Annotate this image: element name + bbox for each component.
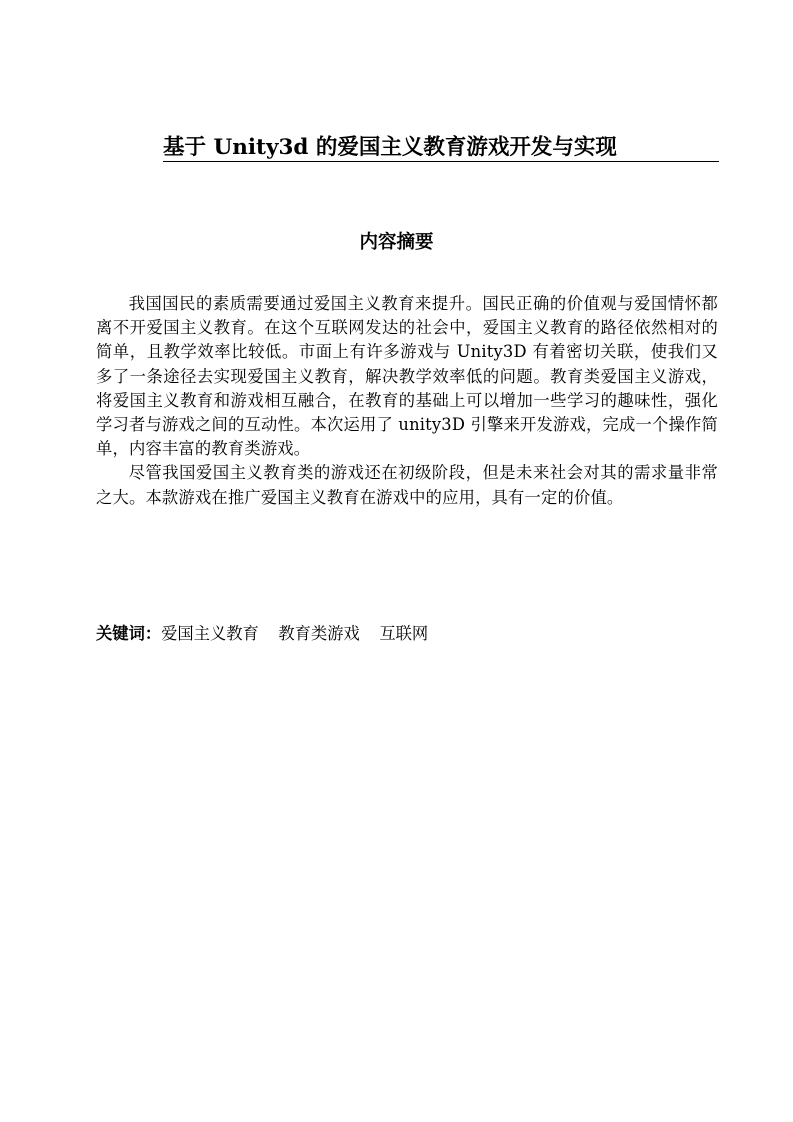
keyword-item: 爱国主义教育: [161, 624, 259, 643]
abstract-paragraph-2: 尽管我国爱国主义教育类的游戏还在初级阶段，但是未来社会对其的需求量非常之大。本款游戏在推广爱国主义教育在游戏中的应用，具有一定的价值。: [96, 463, 718, 507]
document-title: 基于 Unity3d 的爱国主义教育游戏开发与实现: [163, 135, 617, 160]
title-underline: [163, 161, 719, 162]
abstract-body: [96, 292, 718, 510]
keyword-item: 教育类游戏: [278, 624, 360, 643]
keywords-line: [96, 622, 718, 646]
abstract-paragraph-1: 我国国民的素质需要通过爱国主义教育来提升。国民正确的价值观与爱国情怀都离不开爱国主义教育。在这个互联网发达的社会中，爱国主义教育的路径依然相对的简单，且教学效率比较低。市面上有许多游戏与 Unity3D 有着密切关联，使我们又多了一条途径去实现爱国主义教育，解决教学效率低的问题。教育类爱国主义游戏，将爱国主义教育和游戏相互融合，在教育的基础上可以增加一些学习的趣味性，强化学习者与游戏之间的互动性。本次运用了 unity3D 引擎来开发游戏，完成一个操作简单，内容丰富的教育类游戏。: [96, 294, 718, 459]
abstract-heading: 内容摘要: [359, 232, 434, 253]
title-block: [163, 134, 719, 166]
keyword-item: 互联网: [379, 624, 429, 643]
keywords-label: 关键词：: [96, 624, 162, 643]
